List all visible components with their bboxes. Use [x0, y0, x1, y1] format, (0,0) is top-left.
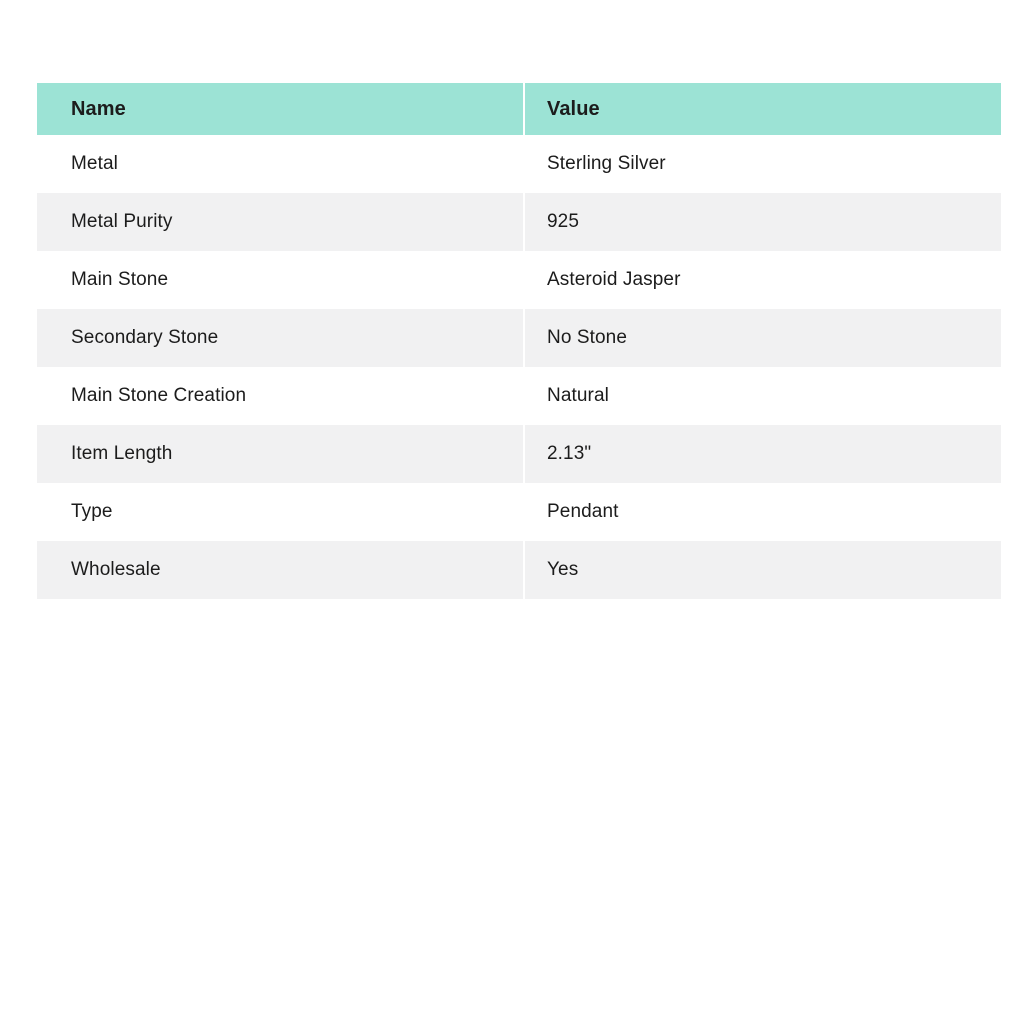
table-row — [37, 193, 1001, 251]
table-row — [37, 309, 1001, 367]
row-name-cell: Wholesale — [37, 541, 523, 599]
row-value-cell: 2.13" — [525, 425, 1001, 483]
row-name-cell: Secondary Stone — [37, 309, 523, 367]
column-header-value: Value — [525, 83, 1001, 135]
row-value-cell: No Stone — [525, 309, 1001, 367]
row-name-cell: Item Length — [37, 425, 523, 483]
row-value-cell: Natural — [547, 385, 609, 406]
table-row — [37, 367, 1001, 425]
table-header-row — [37, 83, 1001, 135]
row-value-cell: Pendant — [547, 501, 619, 522]
row-name-cell: Main Stone Creation — [71, 385, 247, 406]
row-value-cell: Asteroid Jasper — [547, 269, 681, 290]
attributes-table — [37, 83, 1001, 599]
row-value-cell: 925 — [525, 193, 1001, 251]
row-name-cell: Metal Purity — [37, 193, 523, 251]
table-row — [37, 425, 1001, 483]
row-name-cell: Type — [71, 501, 113, 522]
table-row — [37, 541, 1001, 599]
table-body — [37, 135, 1001, 599]
table-row — [37, 251, 1001, 309]
column-header-name: Name — [37, 83, 523, 135]
row-name-cell: Metal — [71, 153, 118, 174]
row-name-cell: Main Stone — [71, 269, 169, 290]
row-value-cell: Yes — [525, 541, 1001, 599]
table-row — [37, 135, 1001, 193]
row-value-cell: Sterling Silver — [547, 153, 666, 174]
table-row — [37, 483, 1001, 541]
